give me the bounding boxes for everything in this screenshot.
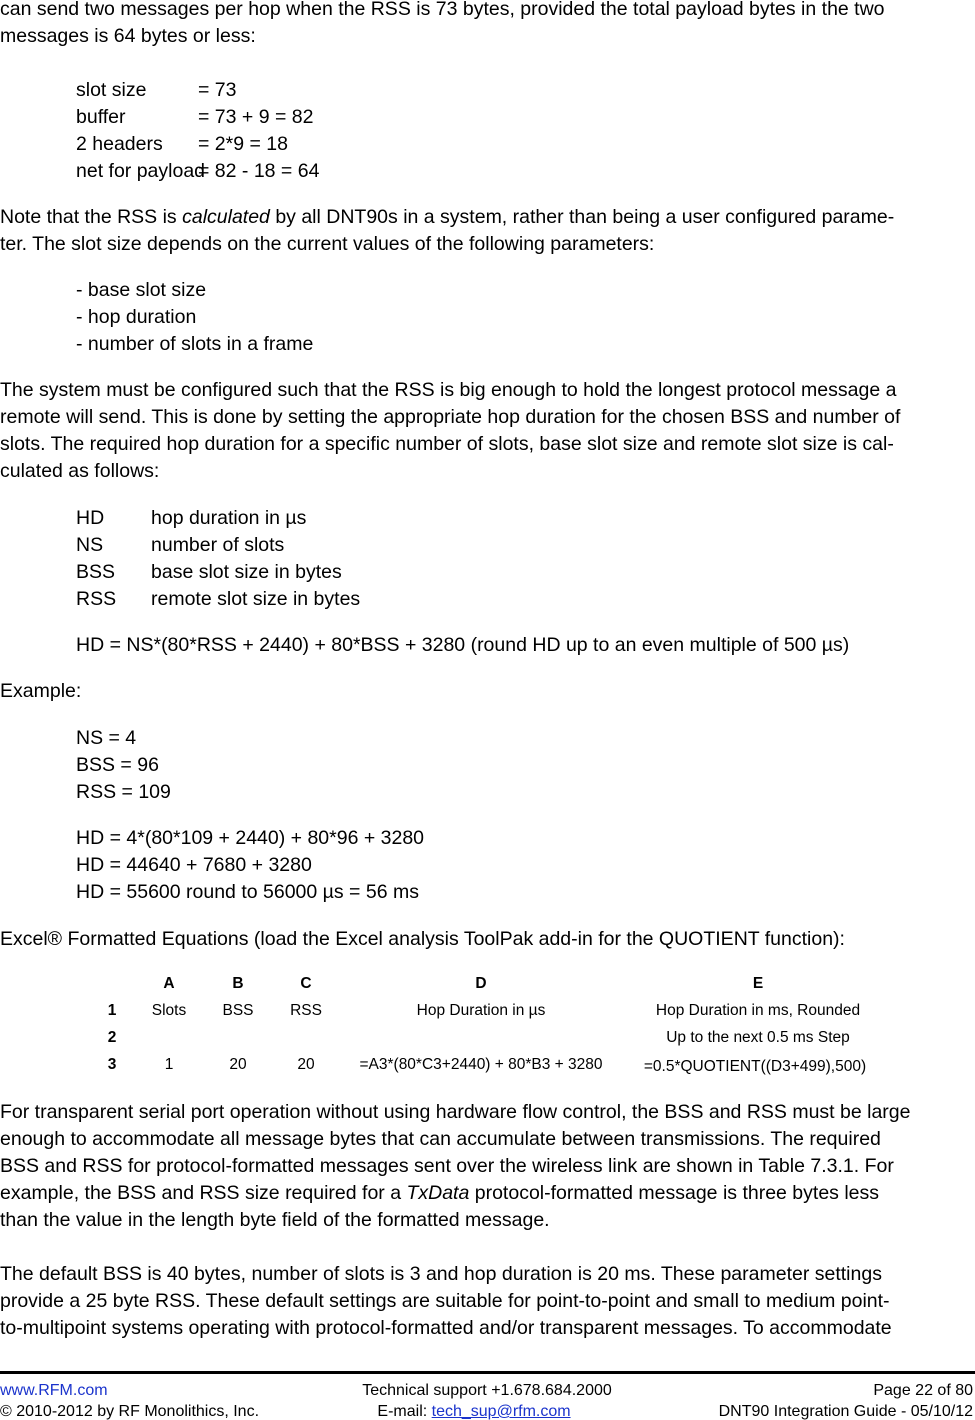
- excel-cell: Hop Duration in µs: [416, 1002, 546, 1019]
- def-abbr: BSS: [76, 561, 116, 583]
- example-value: BSS = 96: [76, 754, 159, 776]
- param-item: - number of slots in a frame: [76, 333, 314, 355]
- excel-row-number: 2: [107, 1029, 117, 1046]
- def-desc: base slot size in bytes: [151, 561, 342, 583]
- def-abbr: HD: [76, 507, 105, 529]
- excel-cell: =A3*(80*C3+2440) + 80*B3 + 3280: [359, 1056, 603, 1073]
- note-text: Note that the RSS is: [0, 206, 183, 228]
- excel-cell: 20: [297, 1056, 315, 1073]
- example-calc: HD = 4*(80*109 + 2440) + 80*96 + 3280: [76, 827, 425, 849]
- note-text: by all DNT90s in a system, rather than being a user configured parame-: [269, 206, 895, 228]
- example-value: NS = 4: [76, 727, 137, 749]
- transparent-line: BSS and RSS for protocol-formatted messages sent over the wireless link are shown in Table 7.3.1. For: [0, 1155, 894, 1177]
- excel-cell: Slots: [151, 1002, 187, 1019]
- transparent-text: example, the BSS and RSS size required for a: [0, 1182, 407, 1204]
- excel-heading: Excel® Formatted Equations (load the Excel analysis ToolPak add-in for the QUOTIENT function):: [0, 928, 845, 950]
- system-line: The system must be configured such that the RSS is big enough to hold the longest protocol message a: [0, 379, 897, 401]
- system-line: remote will send. This is done by setting the appropriate hop duration for the chosen BSS and number of: [0, 406, 901, 428]
- calc-label: 2 headers: [76, 133, 163, 155]
- intro-line-1: can send two messages per hop when the RSS is 73 bytes, provided the total payload bytes in the two: [0, 0, 885, 20]
- page-number: Page 22 of 80: [873, 1382, 973, 1399]
- example-calc: HD = 44640 + 7680 + 3280: [76, 854, 312, 876]
- excel-cell: RSS: [290, 1002, 322, 1019]
- calc-value: = 82 - 18 = 64: [198, 160, 320, 182]
- def-desc: hop duration in µs: [151, 507, 307, 529]
- excel-col-header: A: [163, 975, 175, 992]
- excel-row-number: 3: [107, 1056, 117, 1073]
- email-line: [377, 1404, 570, 1420]
- support-phone: Technical support +1.678.684.2000: [362, 1382, 612, 1399]
- def-desc: remote slot size in bytes: [151, 588, 361, 610]
- calc-label: buffer: [76, 106, 126, 128]
- website-link[interactable]: www.RFM.com: [0, 1382, 108, 1399]
- excel-cell: 20: [229, 1056, 247, 1073]
- note-line-1: [0, 208, 894, 228]
- calc-value: = 73 + 9 = 82: [198, 106, 314, 128]
- transparent-line: For transparent serial port operation without using hardware flow control, the BSS and RSS must be large: [0, 1101, 911, 1123]
- footer-rule: [0, 1371, 975, 1374]
- excel-col-header: E: [752, 975, 764, 992]
- email-label: E-mail:: [377, 1403, 432, 1420]
- excel-cell: =0.5*QUOTIENT((D3+499),500): [643, 1058, 867, 1075]
- default-line: The default BSS is 40 bytes, number of slots is 3 and hop duration is 20 ms. These parameter settings: [0, 1263, 882, 1285]
- doc-title: DNT90 Integration Guide - 05/10/12: [718, 1403, 973, 1420]
- intro-line-2: messages is 64 bytes or less:: [0, 25, 256, 47]
- transparent-line: [0, 1184, 879, 1204]
- system-line: slots. The required hop duration for a specific number of slots, base slot size and remote slot size is cal-: [0, 433, 894, 455]
- def-desc: number of slots: [151, 534, 285, 556]
- example-calc: HD = 55600 round to 56000 µs = 56 ms: [76, 881, 419, 903]
- excel-row-number: 1: [107, 1002, 117, 1019]
- calc-value: = 2*9 = 18: [198, 133, 288, 155]
- transparent-line: enough to accommodate all message bytes that can accumulate between transmissions. The required: [0, 1128, 881, 1150]
- transparent-line: than the value in the length byte field of the formatted message.: [0, 1209, 550, 1231]
- calc-label: slot size: [76, 79, 147, 101]
- excel-col-header: B: [232, 975, 244, 992]
- def-abbr: NS: [76, 534, 104, 556]
- example-label: Example:: [0, 680, 82, 702]
- txdata-emphasis: TxData: [406, 1182, 470, 1204]
- excel-cell: 1: [164, 1056, 174, 1073]
- system-line: culated as follows:: [0, 460, 160, 482]
- calc-value: = 73: [198, 79, 237, 101]
- excel-col-header: C: [300, 975, 312, 992]
- calc-label: net for payload: [76, 160, 206, 182]
- def-abbr: RSS: [76, 588, 117, 610]
- note-line-2: ter. The slot size depends on the current values of the following parameters:: [0, 233, 655, 255]
- transparent-text: protocol-formatted message is three bytes less: [469, 1182, 880, 1204]
- excel-cell: BSS: [222, 1002, 254, 1019]
- default-line: to-multipoint systems operating with protocol-formatted and/or transparent messages. To accommodate: [0, 1317, 892, 1339]
- param-item: - hop duration: [76, 306, 197, 328]
- example-value: RSS = 109: [76, 781, 171, 803]
- copyright: © 2010-2012 by RF Monolithics, Inc.: [0, 1403, 260, 1420]
- param-item: - base slot size: [76, 279, 207, 301]
- email-link[interactable]: tech_sup@rfm.com: [431, 1403, 571, 1420]
- excel-cell: Up to the next 0.5 ms Step: [666, 1029, 850, 1046]
- hd-formula: HD = NS*(80*RSS + 2440) + 80*BSS + 3280 (round HD up to an even multiple of 500 µs): [76, 634, 850, 656]
- default-line: provide a 25 byte RSS. These default settings are suitable for point-to-point and small to medium point-: [0, 1290, 890, 1312]
- note-emphasis: calculated: [182, 206, 270, 228]
- excel-cell: Hop Duration in ms, Rounded: [655, 1002, 861, 1019]
- excel-col-header: D: [475, 975, 487, 992]
